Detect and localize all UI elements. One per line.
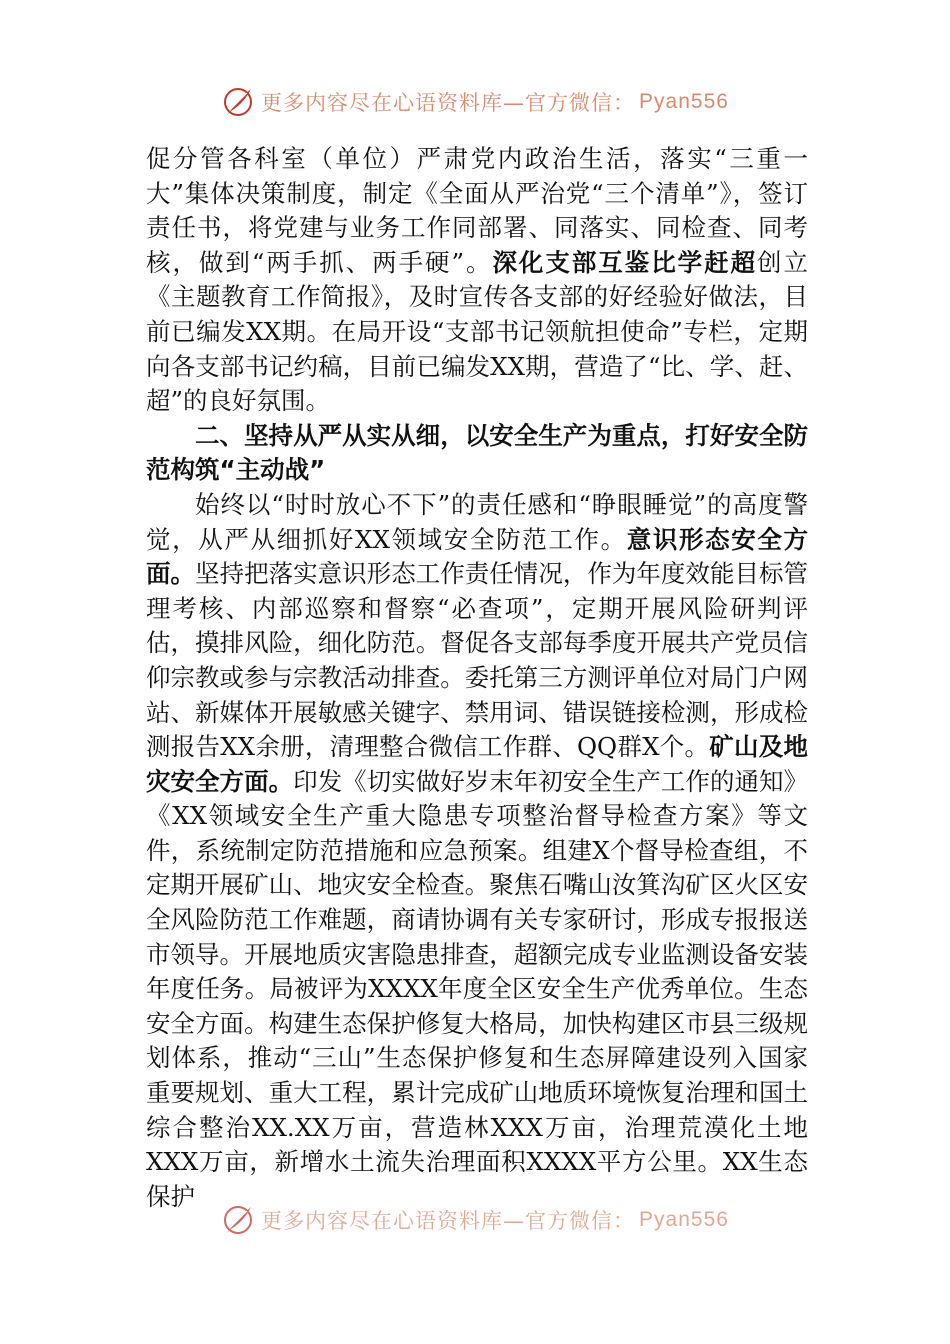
paragraph-1-text-b: 创立《主题教育工作简报》，及时宣传各支部的好经验好做法，目前已编发XX期。在局开设“支部书记领航担使命”专栏，定期向各支部书记约稿，目前已编发XX期，营造了“比、学、赶、超”的良好氛围。 (146, 247, 809, 416)
watermark-code-footer: Pyan556 (639, 1208, 729, 1231)
paragraph-1 (146, 142, 808, 419)
paragraph-2 (146, 488, 808, 1214)
paragraph-2-text-c: 印发《切实做好岁末年初安全生产工作的通知》《XX领域安全生产重大隐患专项整治督导检查方案》等文件，系统制定防范措施和应急预案。组建X个督导检查组，不定期开展矿山、地灾安全检查。聚焦石嘴山汝箕沟矿区火区安全风险防范工作难题，商请协调有关专家研讨，形成专报报送市领导。开展地质灾害隐患排查，超额完成专业监测设备安装年度任务。局被评为XXXX年度全区安全生产优秀单位。生态安全方面。构建生态保护修复大格局，加快构建区市县三级规划体系，推动“三山”生态保护修复和生态屏障建设列入国家重要规划、重大工程，累计完成矿山地质环境恢复治理和国土综合整治XX.XX万亩，营造林XXX万亩，治理荒漠化土地XXX万亩，新增水土流失治理面积XXXX平方公里。XX生态保护 (146, 766, 809, 1211)
section-heading-2: 二、坚持从严从实从细，以安全生产为重点，打好安全防范构筑“主动战” (146, 420, 808, 485)
paragraph-2-text-a: 始终以“时时放心不下”的责任感和“睁眼睡觉”的高度警觉，从严从细抓好XX领域安全防范工作。 (146, 489, 808, 554)
header-watermark (0, 82, 950, 122)
footer-watermark (0, 1200, 950, 1240)
paragraph-2-bold-a: 意识形态安全方面。 (146, 524, 808, 589)
paragraph-1-bold-a: 深化支部互鉴比学赶超 (492, 247, 758, 277)
watermark-text: 更多内容尽在心语资料库—官方微信： (261, 91, 636, 115)
paragraph-1-text-a: 促分管各科室（单位）严肃党内政治生活，落实“三重一大”集体决策制度，制定《全面从严治党“三个清单”》，签订责任书，将党建与业务工作同部署、同落实、同检查、同考核，做到“两手抓、两手硬”。 (146, 144, 808, 277)
watermark-text-footer: 更多内容尽在心语资料库—官方微信： (261, 1209, 636, 1233)
document-body (146, 142, 808, 1214)
paragraph-2-bold-b: 矿山及地灾安全方面。 (146, 732, 809, 796)
quill-circle-logo (221, 85, 255, 119)
paragraph-2-text-b: 坚持把落实意识形态工作责任情况，作为年度效能目标管理考核、内部巡察和督察“必查项”，定期开展风险研判评估，摸排风险，细化防范。督促各支部每季度开展共产党员信仰宗教或参与宗教活动排查。委托第三方测评单位对局门户网站、新媒体开展敏感关键字、禁用词、错误链接检测，形成检测报告XX余册，清理整合微信工作群、QQ群X个。 (146, 559, 809, 762)
quill-circle-logo (221, 1203, 255, 1237)
watermark-code: Pyan556 (639, 90, 729, 113)
